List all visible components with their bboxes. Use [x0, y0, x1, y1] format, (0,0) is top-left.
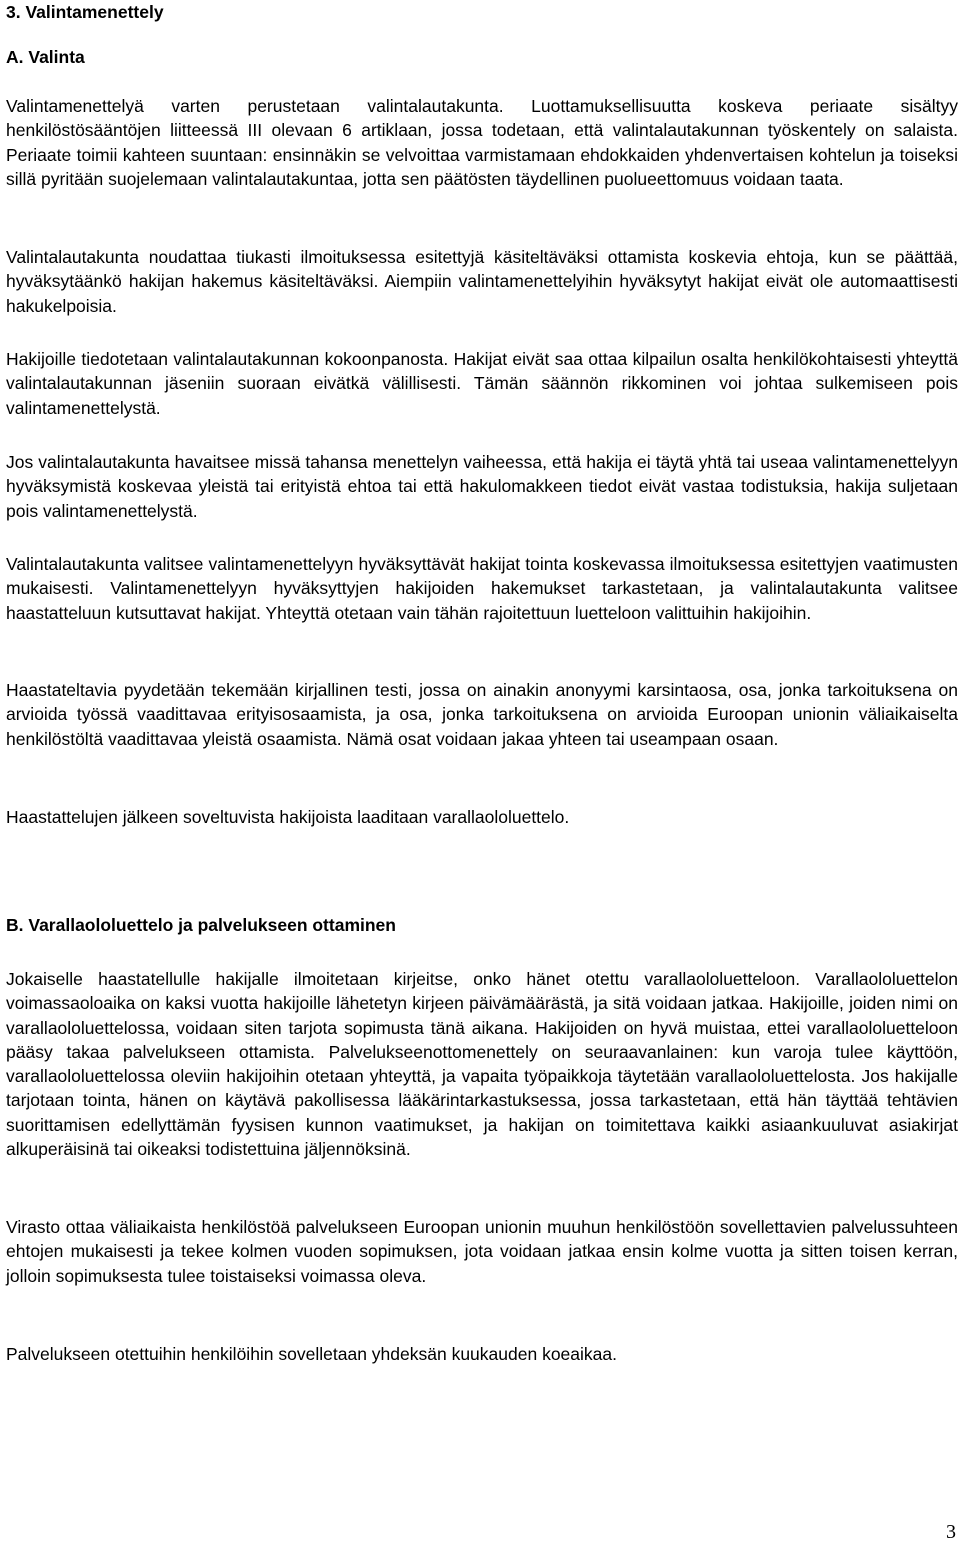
- paragraph: Hakijoille tiedotetaan valintalautakunnan kokoonpanosta. Hakijat eivät saa ottaa kilpailun osalta henkilökohtaisesti yhteyttä valintalautakunnan jäseniin suoraan eivätkä välillisesti. Tämän säännön rikkominen voi johtaa sulkemiseen pois valintamenettelystä.: [6, 349, 958, 418]
- section-title: 3. Valintamenettely: [6, 2, 164, 22]
- paragraph: Haastateltavia pyydetään tekemään kirjallinen testi, jossa on ainakin anonyymi karsintaosa, osa, jonka tarkoituksena on arvioida työssä vaadittavaa erityisosaamista, ja osa, jonka tarkoituksena on arvioida Euroopan unionin väliaikaiselta henkilöstöltä vaadittavaa yleistä osaamista. Nämä osat voidaan jakaa yhteen tai useampaan osaan.: [6, 680, 958, 749]
- paragraph: Virasto ottaa väliaikaista henkilöstöä palvelukseen Euroopan unionin muuhun henkilöstöön sovellettavien palvelussuhteen ehtojen mukaisesti ja tekee kolmen vuoden sopimuksen, jota voidaan jatkaa ensin kolme vuotta ja sitten toisen kerran, jolloin sopimuksesta tulee toistaiseksi voimassa oleva.: [6, 1217, 958, 1286]
- paragraph: Haastattelujen jälkeen soveltuvista hakijoista laaditaan varallaololuettelo.: [6, 807, 570, 827]
- paragraph: Valintalautakunta valitsee valintamenettelyyn hyväksyttävät hakijat tointa koskevassa ilmoituksessa esitettyjen vaatimusten mukaisesti. Valintamenettelyyn hyväksyttyjen hakijoiden hakemukset tarkastetaan, ja valintalautakunta valitsee haastatteluun kutsuttavat hakijat. Yhteyttä otetaan vain tähän rajoitettuun luetteloon valittuihin hakijoihin.: [6, 554, 958, 623]
- paragraph: Valintalautakunta noudattaa tiukasti ilmoituksessa esitettyjä käsiteltäväksi ottamista koskevia ehtoja, kun se päättää, hyväksytäänkö hakijan hakemus käsiteltäväksi. Aiempiin valintamenettelyihin hyväksytyt hakijat eivät ole automaattisesti hakukelpoisia.: [6, 247, 958, 316]
- paragraph: Valintamenettelyä varten perustetaan valintalautakunta. Luottamuksellisuutta koskeva periaate sisältyy henkilöstösääntöjen liitteessä III olevaan 6 artiklaan, jossa todetaan, että valintalautakunnan työskentely on salaista. Periaate toimii kahteen suuntaan: ensinnäkin se velvoittaa varmistamaan ehdokkaiden yhdenvertaisen kohtelun ja toiseksi sillä pyritään suojelemaan valintalautakuntaa, jotta sen päätösten täydellinen puolueettomuus voidaan taata.: [6, 96, 958, 189]
- subsection-a-title: A. Valinta: [6, 47, 85, 67]
- paragraph: Jokaiselle haastatellulle hakijalle ilmoitetaan kirjeitse, onko hänet otettu varallaololuetteloon. Varallaololuettelon voimassaoloaika on kaksi vuotta hakijoille lähetetyn kirjeen päivämäärästä, ja sitä voidaan jatkaa. Hakijoille, joiden nimi on varallaololuettelossa, voidaan siten tarjota sopimusta tänä aikana. Hakijoiden on hyvä muistaa, ettei varallaololuetteloon pääsy takaa palvelukseen ottamista. Palvelukseenottomenettely on seuraavanlainen: kun varoja tulee käyttöön, varallaololuettelossa oleviin hakijoihin otetaan yhteyttä, ja vapaita työpaikkoja täytetään varallaololuettelosta. Jos hakijalle tarjotaan tointa, hänen on käytävä pakollisessa lääkärintarkastuksessa, jossa tarkastetaan, että hän täyttää tehtävien suorittamisen edellyttämän fyysisen kunnon vaatimukset, ja hakijan on toimitettava kaikki asiaankuuluvat asiakirjat alkuperäisinä tai oikeaksi todistettuina jäljennöksinä.: [6, 969, 958, 1160]
- subsection-b-title: B. Varallaololuettelo ja palvelukseen ottaminen: [6, 915, 396, 935]
- paragraph: Jos valintalautakunta havaitsee missä tahansa menettelyn vaiheessa, että hakija ei täytä yhtä tai useaa valintamenettelyyn hyväksymistä koskevaa yleistä tai erityistä ehtoa tai että hakulomakkeen tiedot eivät vastaa todistuksia, hakija suljetaan pois valintamenettelystä.: [6, 452, 958, 521]
- paragraph: Palvelukseen otettuihin henkilöihin sovelletaan yhdeksän kuukauden koeaikaa.: [6, 1344, 617, 1364]
- page-number: 3: [946, 1521, 956, 1543]
